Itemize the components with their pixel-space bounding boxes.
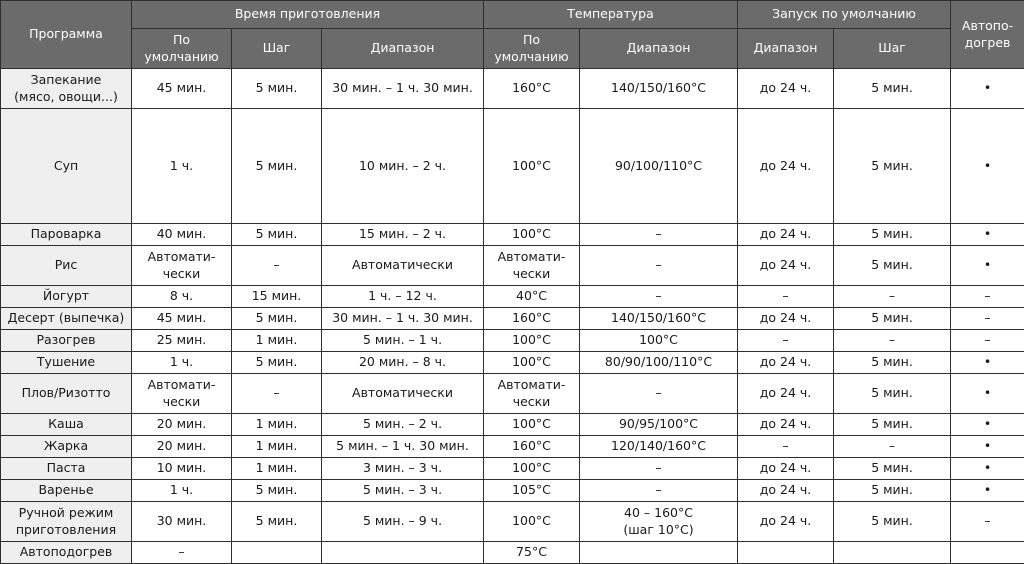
start-range-cell: до 24 ч. [738,308,834,330]
table-row [1,224,1024,246]
table-row [1,109,1024,224]
header-program: Программа [1,1,132,69]
temp-range-cell: 100°C [580,330,738,352]
temp-range-cell: 120/140/160°C [580,436,738,458]
temp-default-cell: 100°C [484,330,580,352]
temp-default-cell: 100°C [484,502,580,542]
header-time-step: Шаг [232,29,322,69]
program-name-cell: Ручной режим приготовления [1,502,132,542]
header-time-default: По умолчанию [132,29,232,69]
start-range-cell: до 24 ч. [738,224,834,246]
time-range-cell: 5 мин. – 3 ч. [322,480,484,502]
start-step-cell: 5 мин. [834,352,951,374]
header-auto-warm: Автопо- догрев [951,1,1024,69]
header-temp-range: Диапазон [580,29,738,69]
auto-warm-cell [951,542,1024,564]
start-step-cell: 5 мин. [834,480,951,502]
auto-warm-cell: • [951,69,1024,109]
time-default-cell: 8 ч. [132,286,232,308]
start-range-cell: до 24 ч. [738,109,834,224]
time-step-cell: 1 мин. [232,414,322,436]
auto-warm-cell: – [951,308,1024,330]
program-name-cell: Варенье [1,480,132,502]
auto-warm-cell: • [951,224,1024,246]
start-range-cell [738,542,834,564]
temp-range-cell: 140/150/160°C [580,69,738,109]
time-step-cell: 1 мин. [232,436,322,458]
header-time-range: Диапазон [322,29,484,69]
start-range-cell: до 24 ч. [738,414,834,436]
time-range-cell: 20 мин. – 8 ч. [322,352,484,374]
header-start-step: Шаг [834,29,951,69]
program-name-cell: Рис [1,246,132,286]
time-range-cell: 30 мин. – 1 ч. 30 мин. [322,308,484,330]
start-step-cell: – [834,436,951,458]
temp-default-cell: 100°C [484,224,580,246]
table-row [1,502,1024,542]
time-step-cell [232,542,322,564]
time-default-cell: – [132,542,232,564]
start-range-cell: до 24 ч. [738,246,834,286]
auto-warm-cell: • [951,352,1024,374]
table-row [1,69,1024,109]
start-range-cell: – [738,436,834,458]
program-name-cell: Автоподогрев [1,542,132,564]
temp-range-cell [580,542,738,564]
time-step-cell: 5 мин. [232,352,322,374]
auto-warm-cell: • [951,246,1024,286]
start-step-cell: – [834,286,951,308]
auto-warm-cell: • [951,109,1024,224]
temp-default-cell: 100°C [484,458,580,480]
auto-warm-cell: • [951,414,1024,436]
start-step-cell: 5 мин. [834,224,951,246]
time-default-cell: Автомати- чески [132,246,232,286]
time-default-cell: 10 мин. [132,458,232,480]
temp-range-cell: – [580,374,738,414]
auto-warm-cell: – [951,330,1024,352]
temp-default-cell: 160°C [484,69,580,109]
auto-warm-cell: – [951,502,1024,542]
header-temp-default: По умолчанию [484,29,580,69]
time-step-cell: 1 мин. [232,458,322,480]
start-step-cell: 5 мин. [834,374,951,414]
time-step-cell: 5 мин. [232,502,322,542]
time-step-cell: – [232,374,322,414]
time-range-cell: 5 мин. – 1 ч. 30 мин. [322,436,484,458]
program-name-cell: Каша [1,414,132,436]
temp-range-cell: 80/90/100/110°C [580,352,738,374]
program-name-cell: Йогурт [1,286,132,308]
temp-range-cell: 140/150/160°C [580,308,738,330]
start-step-cell: 5 мин. [834,458,951,480]
start-range-cell: до 24 ч. [738,352,834,374]
program-name-cell: Разогрев [1,330,132,352]
time-step-cell: 5 мин. [232,224,322,246]
temp-default-cell: 105°C [484,480,580,502]
table-row [1,542,1024,564]
start-range-cell: до 24 ч. [738,374,834,414]
temp-default-cell: Автомати- чески [484,246,580,286]
program-name-cell: Суп [1,109,132,224]
temp-default-cell: 75°C [484,542,580,564]
temp-range-cell: 90/95/100°C [580,414,738,436]
auto-warm-cell: • [951,436,1024,458]
auto-warm-cell: • [951,374,1024,414]
start-range-cell: до 24 ч. [738,458,834,480]
table-row [1,480,1024,502]
time-range-cell: 5 мин. – 9 ч. [322,502,484,542]
time-range-cell: 30 мин. – 1 ч. 30 мин. [322,69,484,109]
time-range-cell: 5 мин. – 1 ч. [322,330,484,352]
start-step-cell: 5 мин. [834,308,951,330]
table-row [1,308,1024,330]
program-name-cell: Пароварка [1,224,132,246]
table-body [1,69,1024,564]
time-step-cell: 5 мин. [232,109,322,224]
time-step-cell: 5 мин. [232,480,322,502]
table-row [1,374,1024,414]
start-step-cell: 5 мин. [834,69,951,109]
time-range-cell: 10 мин. – 2 ч. [322,109,484,224]
time-default-cell: 1 ч. [132,480,232,502]
time-default-cell: 20 мин. [132,414,232,436]
temp-range-cell: – [580,480,738,502]
time-default-cell: Автомати- чески [132,374,232,414]
time-range-cell: 5 мин. – 2 ч. [322,414,484,436]
temp-default-cell: 100°C [484,109,580,224]
temp-default-cell: 160°C [484,436,580,458]
start-range-cell: до 24 ч. [738,69,834,109]
start-range-cell: до 24 ч. [738,502,834,542]
table-row [1,352,1024,374]
start-step-cell: 5 мин. [834,502,951,542]
auto-warm-cell: – [951,286,1024,308]
time-range-cell: 3 мин. – 3 ч. [322,458,484,480]
start-step-cell: 5 мин. [834,246,951,286]
start-range-cell: – [738,286,834,308]
temp-range-cell: – [580,224,738,246]
table-row [1,436,1024,458]
start-step-cell: 5 мин. [834,414,951,436]
time-default-cell: 45 мин. [132,69,232,109]
auto-warm-cell: • [951,458,1024,480]
temp-default-cell: 160°C [484,308,580,330]
auto-warm-cell: • [951,480,1024,502]
table-row [1,246,1024,286]
program-name-cell: Тушение [1,352,132,374]
program-name-cell: Паста [1,458,132,480]
time-default-cell: 1 ч. [132,109,232,224]
temp-range-cell: – [580,286,738,308]
temp-default-cell: 40°C [484,286,580,308]
program-name-cell: Десерт (выпечка) [1,308,132,330]
time-step-cell: 1 мин. [232,330,322,352]
start-step-cell [834,542,951,564]
table-row [1,414,1024,436]
table-row [1,330,1024,352]
time-step-cell: 5 мин. [232,69,322,109]
time-step-cell: – [232,246,322,286]
time-default-cell: 30 мин. [132,502,232,542]
temp-range-cell: – [580,458,738,480]
temp-range-cell: – [580,246,738,286]
program-name-cell: Жарка [1,436,132,458]
time-range-cell: 1 ч. – 12 ч. [322,286,484,308]
temp-default-cell: Автомати- чески [484,374,580,414]
time-range-cell: Автоматически [322,374,484,414]
time-default-cell: 20 мин. [132,436,232,458]
time-default-cell: 45 мин. [132,308,232,330]
time-default-cell: 25 мин. [132,330,232,352]
temp-range-cell: 40 – 160°C (шаг 10°C) [580,502,738,542]
header-temperature: Температура [484,1,738,29]
header-cook-time: Время приготовления [132,1,484,29]
time-range-cell: Автоматически [322,246,484,286]
start-step-cell: 5 мин. [834,109,951,224]
time-step-cell: 15 мин. [232,286,322,308]
temp-range-cell: 90/100/110°C [580,109,738,224]
temp-default-cell: 100°C [484,352,580,374]
time-default-cell: 40 мин. [132,224,232,246]
start-range-cell: – [738,330,834,352]
program-name-cell: Запекание (мясо, овощи...) [1,69,132,109]
header-start-range: Диапазон [738,29,834,69]
table-row [1,286,1024,308]
time-range-cell: 15 мин. – 2 ч. [322,224,484,246]
header-delayed-start: Запуск по умолчанию [738,1,951,29]
table-row [1,458,1024,480]
start-step-cell: – [834,330,951,352]
time-range-cell [322,542,484,564]
time-step-cell: 5 мин. [232,308,322,330]
program-name-cell: Плов/Ризотто [1,374,132,414]
temp-default-cell: 100°C [484,414,580,436]
start-range-cell: до 24 ч. [738,480,834,502]
time-default-cell: 1 ч. [132,352,232,374]
